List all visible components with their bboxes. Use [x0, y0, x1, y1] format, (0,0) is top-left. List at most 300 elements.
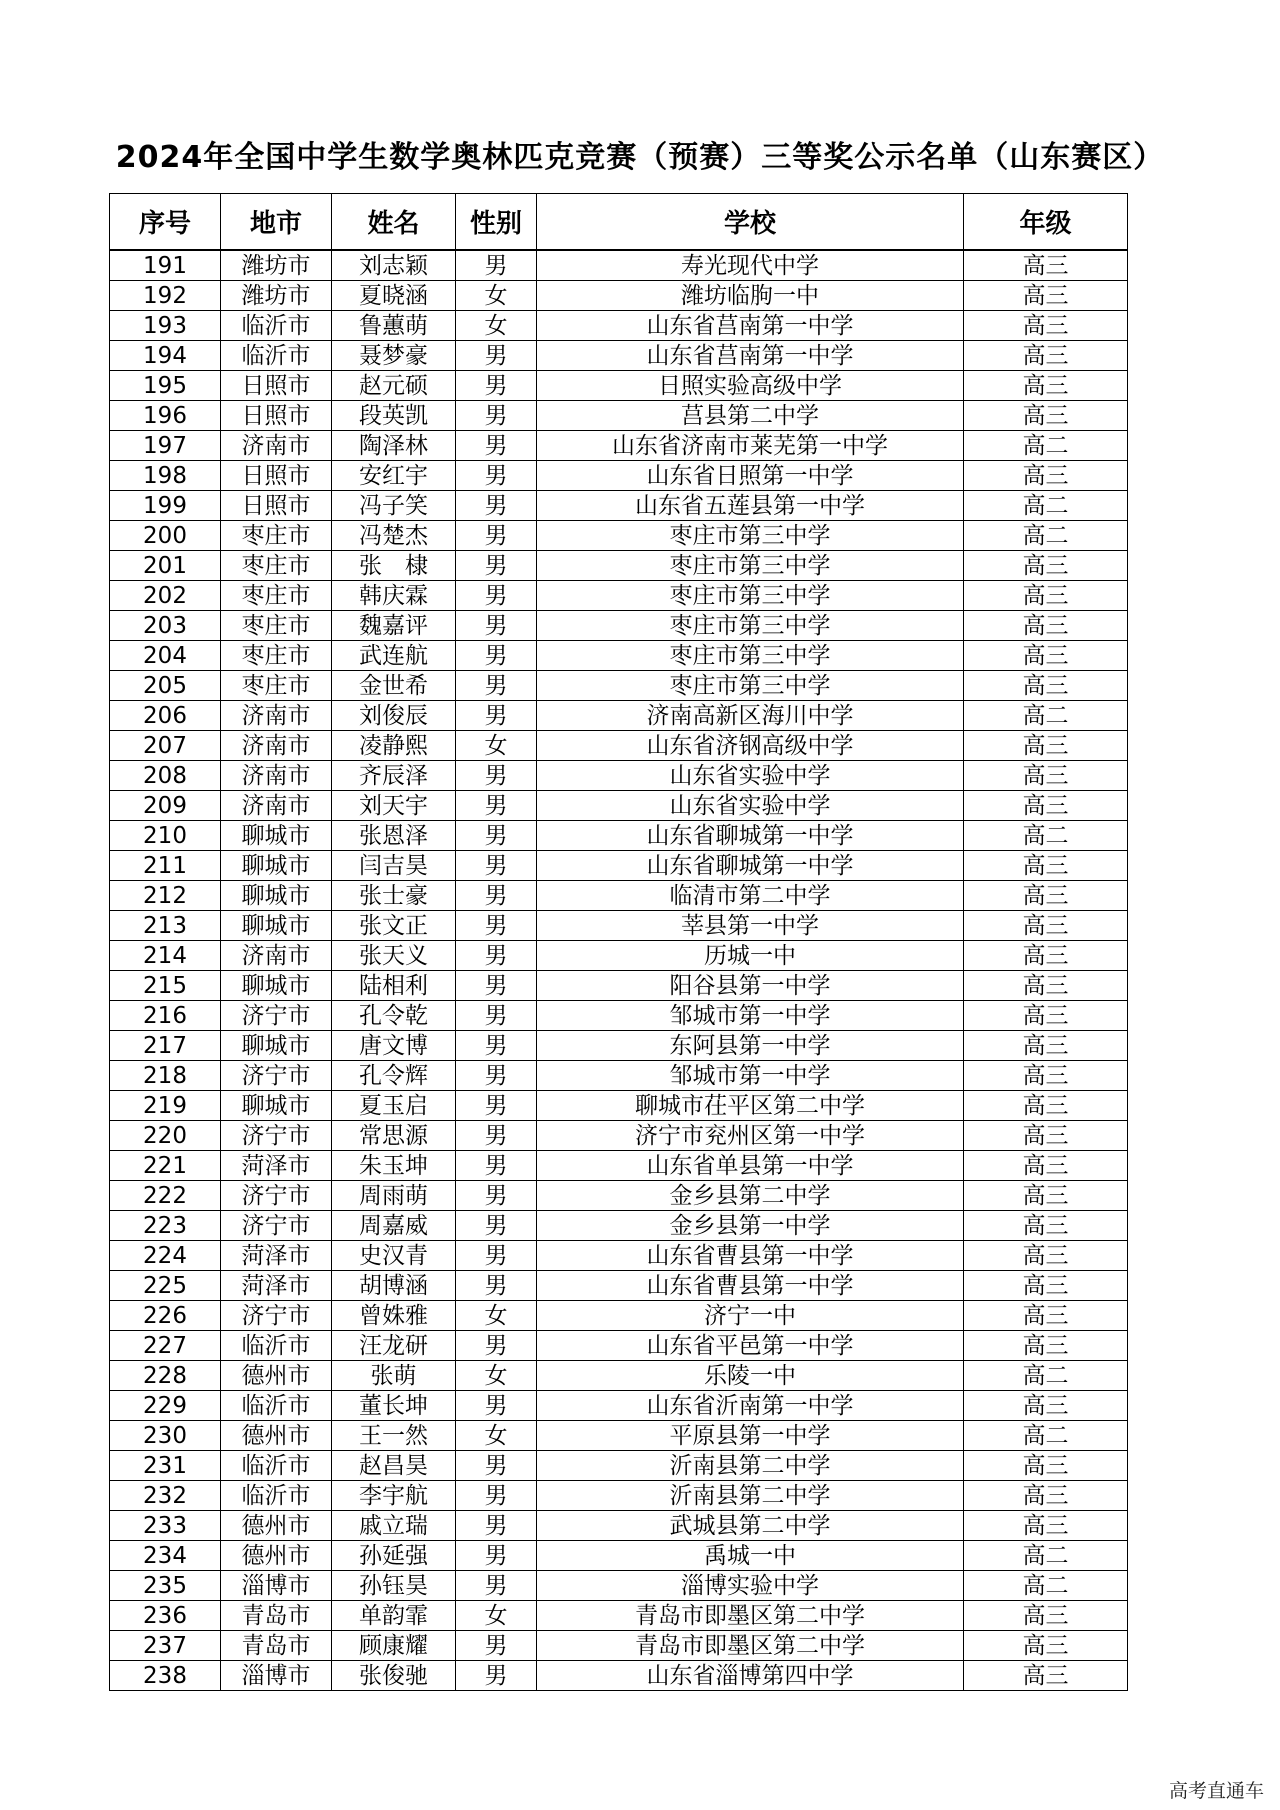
cell-grade: 高三: [964, 1181, 1128, 1211]
cell-city: 淄博市: [221, 1571, 332, 1601]
cell-city: 枣庄市: [221, 611, 332, 641]
cell-gender: 男: [456, 791, 537, 821]
cell-name: 张萌: [332, 1361, 456, 1391]
cell-city: 临沂市: [221, 341, 332, 371]
cell-grade: 高三: [964, 971, 1128, 1001]
cell-city: 济南市: [221, 731, 332, 761]
cell-name: 孔令乾: [332, 1001, 456, 1031]
table-row: [110, 671, 1128, 701]
cell-school: 济宁一中: [537, 1301, 964, 1331]
table-row: [110, 1241, 1128, 1271]
cell-city: 青岛市: [221, 1601, 332, 1631]
cell-index: 194: [110, 341, 221, 371]
cell-grade: 高二: [964, 821, 1128, 851]
cell-index: 199: [110, 491, 221, 521]
table-row: [110, 1061, 1128, 1091]
cell-grade: 高三: [964, 461, 1128, 491]
cell-index: 233: [110, 1511, 221, 1541]
cell-index: 216: [110, 1001, 221, 1031]
cell-gender: 男: [456, 371, 537, 401]
cell-city: 潍坊市: [221, 281, 332, 311]
cell-index: 200: [110, 521, 221, 551]
cell-grade: 高三: [964, 1661, 1128, 1691]
cell-name: 周雨萌: [332, 1181, 456, 1211]
cell-grade: 高三: [964, 371, 1128, 401]
table-row: [110, 821, 1128, 851]
cell-school: 邹城市第一中学: [537, 1001, 964, 1031]
cell-gender: 男: [456, 881, 537, 911]
cell-name: 周嘉威: [332, 1211, 456, 1241]
table-row: [110, 791, 1128, 821]
cell-school: 枣庄市第三中学: [537, 611, 964, 641]
cell-city: 济南市: [221, 761, 332, 791]
cell-index: 229: [110, 1391, 221, 1421]
cell-grade: 高三: [964, 1331, 1128, 1361]
cell-city: 济南市: [221, 701, 332, 731]
cell-grade: 高三: [964, 1091, 1128, 1121]
cell-school: 沂南县第二中学: [537, 1451, 964, 1481]
cell-city: 济宁市: [221, 1121, 332, 1151]
cell-school: 枣庄市第三中学: [537, 671, 964, 701]
cell-index: 196: [110, 401, 221, 431]
cell-school: 枣庄市第三中学: [537, 521, 964, 551]
table-row: [110, 1091, 1128, 1121]
cell-gender: 女: [456, 1301, 537, 1331]
cell-gender: 男: [456, 1211, 537, 1241]
cell-index: 237: [110, 1631, 221, 1661]
table-row: [110, 491, 1128, 521]
table-row: [110, 731, 1128, 761]
cell-city: 聊城市: [221, 1031, 332, 1061]
table-row: [110, 401, 1128, 431]
cell-grade: 高三: [964, 641, 1128, 671]
cell-school: 山东省济南市莱芜第一中学: [537, 431, 964, 461]
cell-index: 230: [110, 1421, 221, 1451]
cell-name: 张恩泽: [332, 821, 456, 851]
cell-name: 史汉青: [332, 1241, 456, 1271]
cell-city: 德州市: [221, 1541, 332, 1571]
table-body: [110, 250, 1128, 1691]
cell-gender: 男: [456, 1571, 537, 1601]
cell-city: 聊城市: [221, 971, 332, 1001]
cell-name: 王一然: [332, 1421, 456, 1451]
table-row: [110, 701, 1128, 731]
cell-index: 195: [110, 371, 221, 401]
cell-index: 232: [110, 1481, 221, 1511]
cell-school: 青岛市即墨区第二中学: [537, 1631, 964, 1661]
cell-index: 231: [110, 1451, 221, 1481]
cell-grade: 高二: [964, 1571, 1128, 1601]
cell-grade: 高三: [964, 1001, 1128, 1031]
table-row: [110, 1151, 1128, 1181]
cell-city: 菏泽市: [221, 1151, 332, 1181]
cell-index: 219: [110, 1091, 221, 1121]
table-row: [110, 1181, 1128, 1211]
cell-city: 青岛市: [221, 1631, 332, 1661]
table-row: [110, 551, 1128, 581]
cell-grade: 高三: [964, 1511, 1128, 1541]
cell-city: 临沂市: [221, 1451, 332, 1481]
cell-city: 济宁市: [221, 1061, 332, 1091]
cell-grade: 高三: [964, 731, 1128, 761]
cell-name: 聂梦豪: [332, 341, 456, 371]
cell-school: 山东省淄博第四中学: [537, 1661, 964, 1691]
cell-grade: 高三: [964, 1271, 1128, 1301]
cell-grade: 高三: [964, 1061, 1128, 1091]
cell-index: 192: [110, 281, 221, 311]
cell-school: 山东省五莲县第一中学: [537, 491, 964, 521]
cell-city: 潍坊市: [221, 250, 332, 281]
table-row: [110, 461, 1128, 491]
cell-name: 段英凯: [332, 401, 456, 431]
cell-grade: 高三: [964, 761, 1128, 791]
cell-grade: 高三: [964, 1151, 1128, 1181]
cell-name: 魏嘉评: [332, 611, 456, 641]
cell-school: 枣庄市第三中学: [537, 551, 964, 581]
cell-school: 山东省日照第一中学: [537, 461, 964, 491]
cell-gender: 男: [456, 551, 537, 581]
cell-gender: 男: [456, 341, 537, 371]
cell-school: 平原县第一中学: [537, 1421, 964, 1451]
table-row: [110, 521, 1128, 551]
cell-city: 济宁市: [221, 1301, 332, 1331]
table-row: [110, 1271, 1128, 1301]
table-row: [110, 341, 1128, 371]
cell-name: 朱玉坤: [332, 1151, 456, 1181]
cell-gender: 女: [456, 731, 537, 761]
cell-city: 淄博市: [221, 1661, 332, 1691]
cell-name: 武连航: [332, 641, 456, 671]
table-row: [110, 641, 1128, 671]
cell-school: 潍坊临朐一中: [537, 281, 964, 311]
cell-city: 济南市: [221, 941, 332, 971]
cell-index: 211: [110, 851, 221, 881]
cell-index: 207: [110, 731, 221, 761]
cell-city: 枣庄市: [221, 641, 332, 671]
cell-school: 临清市第二中学: [537, 881, 964, 911]
cell-school: 山东省莒南第一中学: [537, 341, 964, 371]
cell-gender: 女: [456, 311, 537, 341]
cell-gender: 男: [456, 581, 537, 611]
cell-city: 济南市: [221, 791, 332, 821]
cell-name: 李宇航: [332, 1481, 456, 1511]
cell-index: 238: [110, 1661, 221, 1691]
cell-index: 220: [110, 1121, 221, 1151]
table-row: [110, 371, 1128, 401]
cell-school: 金乡县第一中学: [537, 1211, 964, 1241]
cell-gender: 男: [456, 431, 537, 461]
cell-name: 金世希: [332, 671, 456, 701]
cell-name: 张俊驰: [332, 1661, 456, 1691]
header-index: 序号: [110, 194, 221, 251]
cell-gender: 男: [456, 491, 537, 521]
cell-index: 215: [110, 971, 221, 1001]
cell-grade: 高三: [964, 311, 1128, 341]
cell-name: 孙钰昊: [332, 1571, 456, 1601]
cell-gender: 男: [456, 1151, 537, 1181]
cell-gender: 男: [456, 1331, 537, 1361]
cell-school: 禹城一中: [537, 1541, 964, 1571]
cell-grade: 高三: [964, 1601, 1128, 1631]
cell-index: 235: [110, 1571, 221, 1601]
cell-grade: 高三: [964, 1391, 1128, 1421]
cell-school: 日照实验高级中学: [537, 371, 964, 401]
cell-index: 210: [110, 821, 221, 851]
cell-grade: 高三: [964, 1211, 1128, 1241]
cell-grade: 高三: [964, 611, 1128, 641]
cell-school: 乐陵一中: [537, 1361, 964, 1391]
table-row: [110, 1361, 1128, 1391]
cell-name: 曾姝雅: [332, 1301, 456, 1331]
cell-grade: 高三: [964, 671, 1128, 701]
cell-grade: 高三: [964, 1481, 1128, 1511]
cell-name: 夏玉启: [332, 1091, 456, 1121]
cell-city: 聊城市: [221, 821, 332, 851]
cell-index: 203: [110, 611, 221, 641]
cell-gender: 女: [456, 1361, 537, 1391]
cell-grade: 高二: [964, 1361, 1128, 1391]
cell-city: 临沂市: [221, 1481, 332, 1511]
cell-school: 山东省莒南第一中学: [537, 311, 964, 341]
cell-grade: 高二: [964, 431, 1128, 461]
cell-name: 安红宇: [332, 461, 456, 491]
cell-city: 济宁市: [221, 1001, 332, 1031]
cell-gender: 男: [456, 521, 537, 551]
cell-school: 山东省曹县第一中学: [537, 1241, 964, 1271]
header-city: 地市: [221, 194, 332, 251]
cell-gender: 男: [456, 1391, 537, 1421]
cell-school: 山东省单县第一中学: [537, 1151, 964, 1181]
table-row: [110, 761, 1128, 791]
cell-grade: 高三: [964, 881, 1128, 911]
cell-name: 顾康耀: [332, 1631, 456, 1661]
cell-grade: 高三: [964, 401, 1128, 431]
cell-index: 226: [110, 1301, 221, 1331]
cell-grade: 高三: [964, 581, 1128, 611]
cell-city: 枣庄市: [221, 581, 332, 611]
cell-index: 213: [110, 911, 221, 941]
cell-grade: 高三: [964, 941, 1128, 971]
cell-index: 198: [110, 461, 221, 491]
cell-grade: 高二: [964, 491, 1128, 521]
cell-gender: 男: [456, 1511, 537, 1541]
cell-grade: 高二: [964, 521, 1128, 551]
table-row: [110, 281, 1128, 311]
cell-gender: 男: [456, 1271, 537, 1301]
cell-gender: 男: [456, 1631, 537, 1661]
cell-gender: 男: [456, 1121, 537, 1151]
header-school: 学校: [537, 194, 964, 251]
cell-name: 唐文博: [332, 1031, 456, 1061]
cell-grade: 高三: [964, 1301, 1128, 1331]
cell-school: 枣庄市第三中学: [537, 581, 964, 611]
page-title: 2024年全国中学生数学奥林匹克竞赛（预赛）三等奖公示名单（山东赛区）: [115, 140, 1165, 175]
cell-city: 临沂市: [221, 1391, 332, 1421]
cell-gender: 男: [456, 821, 537, 851]
table-row: [110, 1571, 1128, 1601]
cell-gender: 男: [456, 641, 537, 671]
cell-city: 日照市: [221, 401, 332, 431]
cell-index: 227: [110, 1331, 221, 1361]
table-row: [110, 1631, 1128, 1661]
table-row: [110, 1331, 1128, 1361]
cell-city: 日照市: [221, 371, 332, 401]
cell-school: 莘县第一中学: [537, 911, 964, 941]
cell-name: 闫吉昊: [332, 851, 456, 881]
cell-city: 德州市: [221, 1421, 332, 1451]
cell-city: 聊城市: [221, 851, 332, 881]
cell-index: 206: [110, 701, 221, 731]
cell-school: 山东省聊城第一中学: [537, 851, 964, 881]
table-row: [110, 1541, 1128, 1571]
cell-name: 刘天宇: [332, 791, 456, 821]
watermark: 高考直通车: [1168, 1780, 1264, 1802]
cell-index: 236: [110, 1601, 221, 1631]
cell-name: 夏晓涵: [332, 281, 456, 311]
cell-city: 临沂市: [221, 311, 332, 341]
cell-index: 209: [110, 791, 221, 821]
cell-school: 山东省济钢高级中学: [537, 731, 964, 761]
cell-gender: 男: [456, 461, 537, 491]
cell-school: 邹城市第一中学: [537, 1061, 964, 1091]
cell-name: 凌静熙: [332, 731, 456, 761]
cell-name: 齐辰泽: [332, 761, 456, 791]
cell-school: 山东省曹县第一中学: [537, 1271, 964, 1301]
cell-grade: 高三: [964, 281, 1128, 311]
table-row: [110, 1661, 1128, 1691]
header-gender: 性别: [456, 194, 537, 251]
cell-name: 冯子笑: [332, 491, 456, 521]
cell-city: 日照市: [221, 461, 332, 491]
table-row: [110, 1421, 1128, 1451]
header-name: 姓名: [332, 194, 456, 251]
table-header-row: [110, 194, 1128, 251]
cell-gender: 男: [456, 911, 537, 941]
cell-school: 莒县第二中学: [537, 401, 964, 431]
table-row: [110, 911, 1128, 941]
table-row: [110, 1481, 1128, 1511]
cell-name: 张士豪: [332, 881, 456, 911]
cell-school: 山东省实验中学: [537, 791, 964, 821]
cell-gender: 男: [456, 1031, 537, 1061]
cell-name: 孙延强: [332, 1541, 456, 1571]
cell-index: 234: [110, 1541, 221, 1571]
cell-city: 聊城市: [221, 1091, 332, 1121]
table-row: [110, 581, 1128, 611]
cell-gender: 男: [456, 701, 537, 731]
cell-grade: 高三: [964, 851, 1128, 881]
cell-grade: 高三: [964, 250, 1128, 281]
cell-gender: 男: [456, 971, 537, 1001]
cell-gender: 女: [456, 281, 537, 311]
cell-city: 枣庄市: [221, 521, 332, 551]
cell-index: 225: [110, 1271, 221, 1301]
cell-index: 212: [110, 881, 221, 911]
cell-city: 菏泽市: [221, 1241, 332, 1271]
award-table: [109, 193, 1128, 1691]
cell-index: 224: [110, 1241, 221, 1271]
cell-grade: 高三: [964, 911, 1128, 941]
cell-school: 淄博实验中学: [537, 1571, 964, 1601]
table-row: [110, 250, 1128, 281]
cell-school: 山东省平邑第一中学: [537, 1331, 964, 1361]
table-row: [110, 1511, 1128, 1541]
cell-school: 金乡县第二中学: [537, 1181, 964, 1211]
cell-gender: 男: [456, 1661, 537, 1691]
cell-grade: 高三: [964, 791, 1128, 821]
cell-gender: 男: [456, 1451, 537, 1481]
cell-name: 韩庆霖: [332, 581, 456, 611]
cell-name: 张 棣: [332, 551, 456, 581]
cell-city: 聊城市: [221, 881, 332, 911]
cell-gender: 女: [456, 1421, 537, 1451]
cell-city: 济宁市: [221, 1181, 332, 1211]
cell-school: 沂南县第二中学: [537, 1481, 964, 1511]
cell-gender: 男: [456, 401, 537, 431]
cell-index: 221: [110, 1151, 221, 1181]
cell-index: 201: [110, 551, 221, 581]
cell-school: 山东省沂南第一中学: [537, 1391, 964, 1421]
cell-grade: 高二: [964, 1541, 1128, 1571]
cell-grade: 高二: [964, 701, 1128, 731]
cell-gender: 男: [456, 250, 537, 281]
cell-city: 济南市: [221, 431, 332, 461]
cell-grade: 高二: [964, 1421, 1128, 1451]
cell-gender: 男: [456, 1061, 537, 1091]
table-row: [110, 881, 1128, 911]
cell-index: 197: [110, 431, 221, 461]
cell-name: 刘俊辰: [332, 701, 456, 731]
table-row: [110, 1451, 1128, 1481]
cell-name: 孔令辉: [332, 1061, 456, 1091]
table-row: [110, 1601, 1128, 1631]
cell-gender: 女: [456, 1601, 537, 1631]
cell-school: 山东省聊城第一中学: [537, 821, 964, 851]
cell-gender: 男: [456, 611, 537, 641]
cell-city: 德州市: [221, 1361, 332, 1391]
cell-grade: 高三: [964, 1631, 1128, 1661]
cell-school: 济宁市兖州区第一中学: [537, 1121, 964, 1151]
cell-name: 胡博涵: [332, 1271, 456, 1301]
cell-gender: 男: [456, 1091, 537, 1121]
cell-school: 济南高新区海川中学: [537, 701, 964, 731]
cell-grade: 高三: [964, 1121, 1128, 1151]
table-row: [110, 851, 1128, 881]
cell-city: 临沂市: [221, 1331, 332, 1361]
cell-index: 208: [110, 761, 221, 791]
table-row: [110, 941, 1128, 971]
cell-school: 阳谷县第一中学: [537, 971, 964, 1001]
cell-city: 枣庄市: [221, 671, 332, 701]
cell-index: 223: [110, 1211, 221, 1241]
cell-gender: 男: [456, 851, 537, 881]
cell-gender: 男: [456, 941, 537, 971]
cell-index: 205: [110, 671, 221, 701]
cell-school: 山东省实验中学: [537, 761, 964, 791]
table-row: [110, 1211, 1128, 1241]
cell-city: 聊城市: [221, 911, 332, 941]
cell-gender: 男: [456, 1001, 537, 1031]
table-row: [110, 1391, 1128, 1421]
table-row: [110, 1301, 1128, 1331]
cell-school: 武城县第二中学: [537, 1511, 964, 1541]
cell-name: 董长坤: [332, 1391, 456, 1421]
table-row: [110, 1121, 1128, 1151]
cell-gender: 男: [456, 1541, 537, 1571]
cell-gender: 男: [456, 1241, 537, 1271]
table-row: [110, 311, 1128, 341]
cell-name: 鲁蕙萌: [332, 311, 456, 341]
